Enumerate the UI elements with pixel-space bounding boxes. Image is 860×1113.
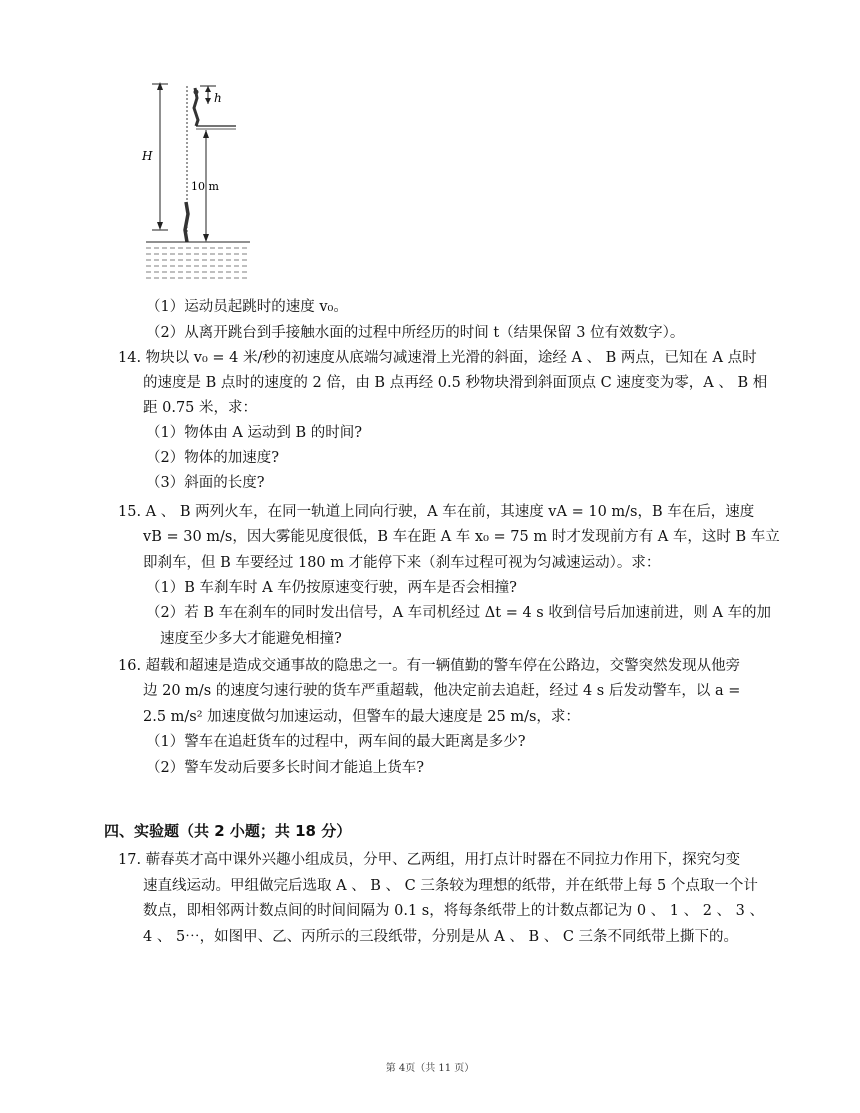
p17-line1: 17. 蕲春英才高中课外兴趣小组成员，分甲、乙两组，用打点计时器在不同拉力作用下，探究匀变 [118,852,741,868]
p14-part1: （1）物体由 A 运动到 B 的时间? [146,425,363,441]
page-footer: 第 4页（共 11 页） [385,1063,475,1074]
p17-line4: 4 、 5⋯，如图甲、乙、丙所示的三段纸带，分别是从 A 、 B 、 C 三条不同纸带上撕下的。 [143,929,739,945]
p14-line2: 的速度是 B 点时的速度的 2 倍，由 B 点再经 0.5 秒物块滑到斜面顶点 C 速度变为零，A 、 B 相 [143,375,768,391]
p16-line1: 16. 超载和超速是造成交通事故的隐患之一。有一辆值勤的警车停在公路边，交警突然发现从他旁 [118,658,741,674]
p14-line1: 14. 物块以 v₀ = 4 米/秒的初速度从底端匀减速滑上光滑的斜面，途经 A 、 B 两点，已知在 A 点时 [118,350,757,366]
p14-part2: （2）物体的加速度? [146,450,279,466]
p15-part1: （1）B 车刹车时 A 车仍按原速变行驶，两车是否会相撞? [146,580,517,596]
p14-part3: （3）斜面的长度? [146,475,265,491]
p13-part1: （1）运动员起跳时的速度 v₀。 [146,299,348,315]
p15-part2a: （2）若 B 车在刹车的同时发出信号，A 车司机经过 Δt = 4 s 收到信号后加速前进，则 A 车的加 [146,605,772,621]
p15-line2: vB = 30 m/s，因大雾能见度很低，B 车在距 A 车 x₀ = 75 m 时才发现前方有 A 车，这时 B 车立 [143,529,780,545]
p16-line3: 2.5 m/s² 加速度做匀加速运动，但警车的最大速度是 25 m/s，求： [143,709,580,725]
label-10m: 10 m [191,180,219,193]
p17-line3: 数点，即相邻两计数点间的时间间隔为 0.1 s，将每条纸带上的计数点都记为 0 、 1 、 2 、 3 、 [143,903,764,919]
p13-part2: （2）从离开跳台到手接触水面的过程中所经历的时间 t（结果保留 3 位有效数字）。 [146,325,685,341]
label-h: h [214,91,222,105]
p15-part2b: 速度至少多大才能避免相撞? [160,631,342,647]
p14-line3: 距 0.75 米，求： [143,400,258,416]
diving-figure [140,80,250,290]
p15-line1: 15. A 、 B 两列火车，在同一轨道上同向行驶，A 车在前，其速度 vA = 10 m/s，B 车在后，速度 [118,504,755,520]
p16-line2: 边 20 m/s 的速度匀速行驶的货车严重超载，他决定前去追赶，经过 4 s 后发动警车，以 a = [143,683,741,699]
p15-line3: 即刹车，但 B 车要经过 180 m 才能停下来（刹车过程可视为匀减速运动）。求： [143,555,661,571]
section-title: 四、实验题（共 2 小题；共 18 分） [104,822,352,840]
p17-line2: 速直线运动。甲组做完后选取 A 、 B 、 C 三条较为理想的纸带，并在纸带上每 5 个点取一个计 [143,878,758,894]
p16-part1: （1）警车在追赶货车的过程中，两车间的最大距离是多少? [146,734,526,750]
p16-part2: （2）警车发动后要多长时间才能追上货车? [146,760,424,776]
label-H: H [142,149,153,163]
diving-diagram [140,80,250,290]
